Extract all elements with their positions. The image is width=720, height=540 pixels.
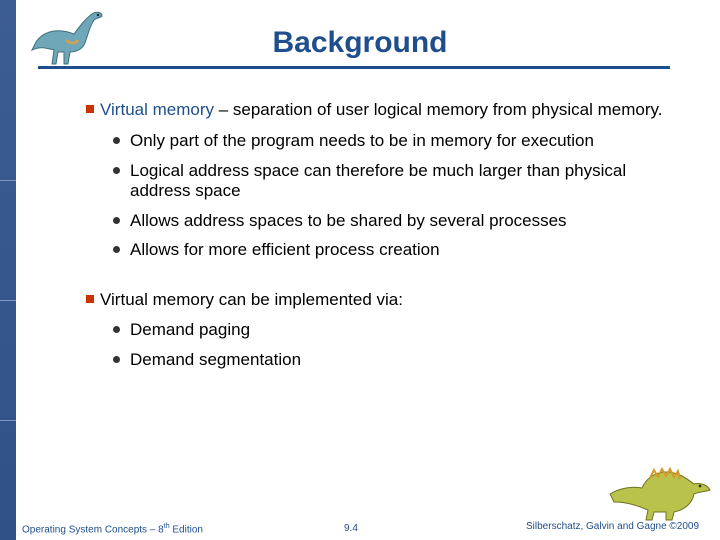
footer-copyright: Silberschatz, Galvin and Gagne ©2009 <box>526 521 700 532</box>
left-sidebar-bar <box>0 0 16 540</box>
dinosaur-logo-icon <box>606 464 714 522</box>
bullet-implementation: Virtual memory can be implemented via: <box>100 290 403 309</box>
round-bullet-icon <box>113 326 120 333</box>
sub-bullet: Allows for more efficient process creation <box>130 240 440 259</box>
square-bullet-icon <box>86 105 94 113</box>
round-bullet-icon <box>113 356 120 363</box>
bullet-virtual-memory <box>100 100 662 120</box>
square-bullet-icon <box>86 295 94 303</box>
footer-book-title: Operating System Concepts – 8th Edition <box>22 523 203 536</box>
slide-title: Background <box>272 26 448 59</box>
sub-bullet: Only part of the program needs to be in memory for execution <box>130 131 594 150</box>
round-bullet-icon <box>113 246 120 253</box>
sidebar-divider <box>0 300 16 301</box>
round-bullet-icon <box>113 167 120 174</box>
sub-bullet: Demand paging <box>130 320 251 339</box>
round-bullet-icon <box>113 137 120 144</box>
sidebar-divider <box>0 180 16 181</box>
sub-bullet-continuation: address space <box>130 181 241 200</box>
term-virtual-memory: Virtual memory <box>100 100 214 119</box>
footer-page-number: 9.4 <box>344 523 358 534</box>
round-bullet-icon <box>113 217 120 224</box>
bullet-text: – separation of user logical memory from physical memory. <box>214 100 663 119</box>
sub-bullet: Allows address spaces to be shared by several processes <box>130 211 567 230</box>
sidebar-divider <box>0 420 16 421</box>
sub-bullet: Demand segmentation <box>130 350 302 369</box>
title-underline <box>38 66 670 69</box>
sub-bullet: Logical address space can therefore be much larger than physical <box>130 161 627 180</box>
